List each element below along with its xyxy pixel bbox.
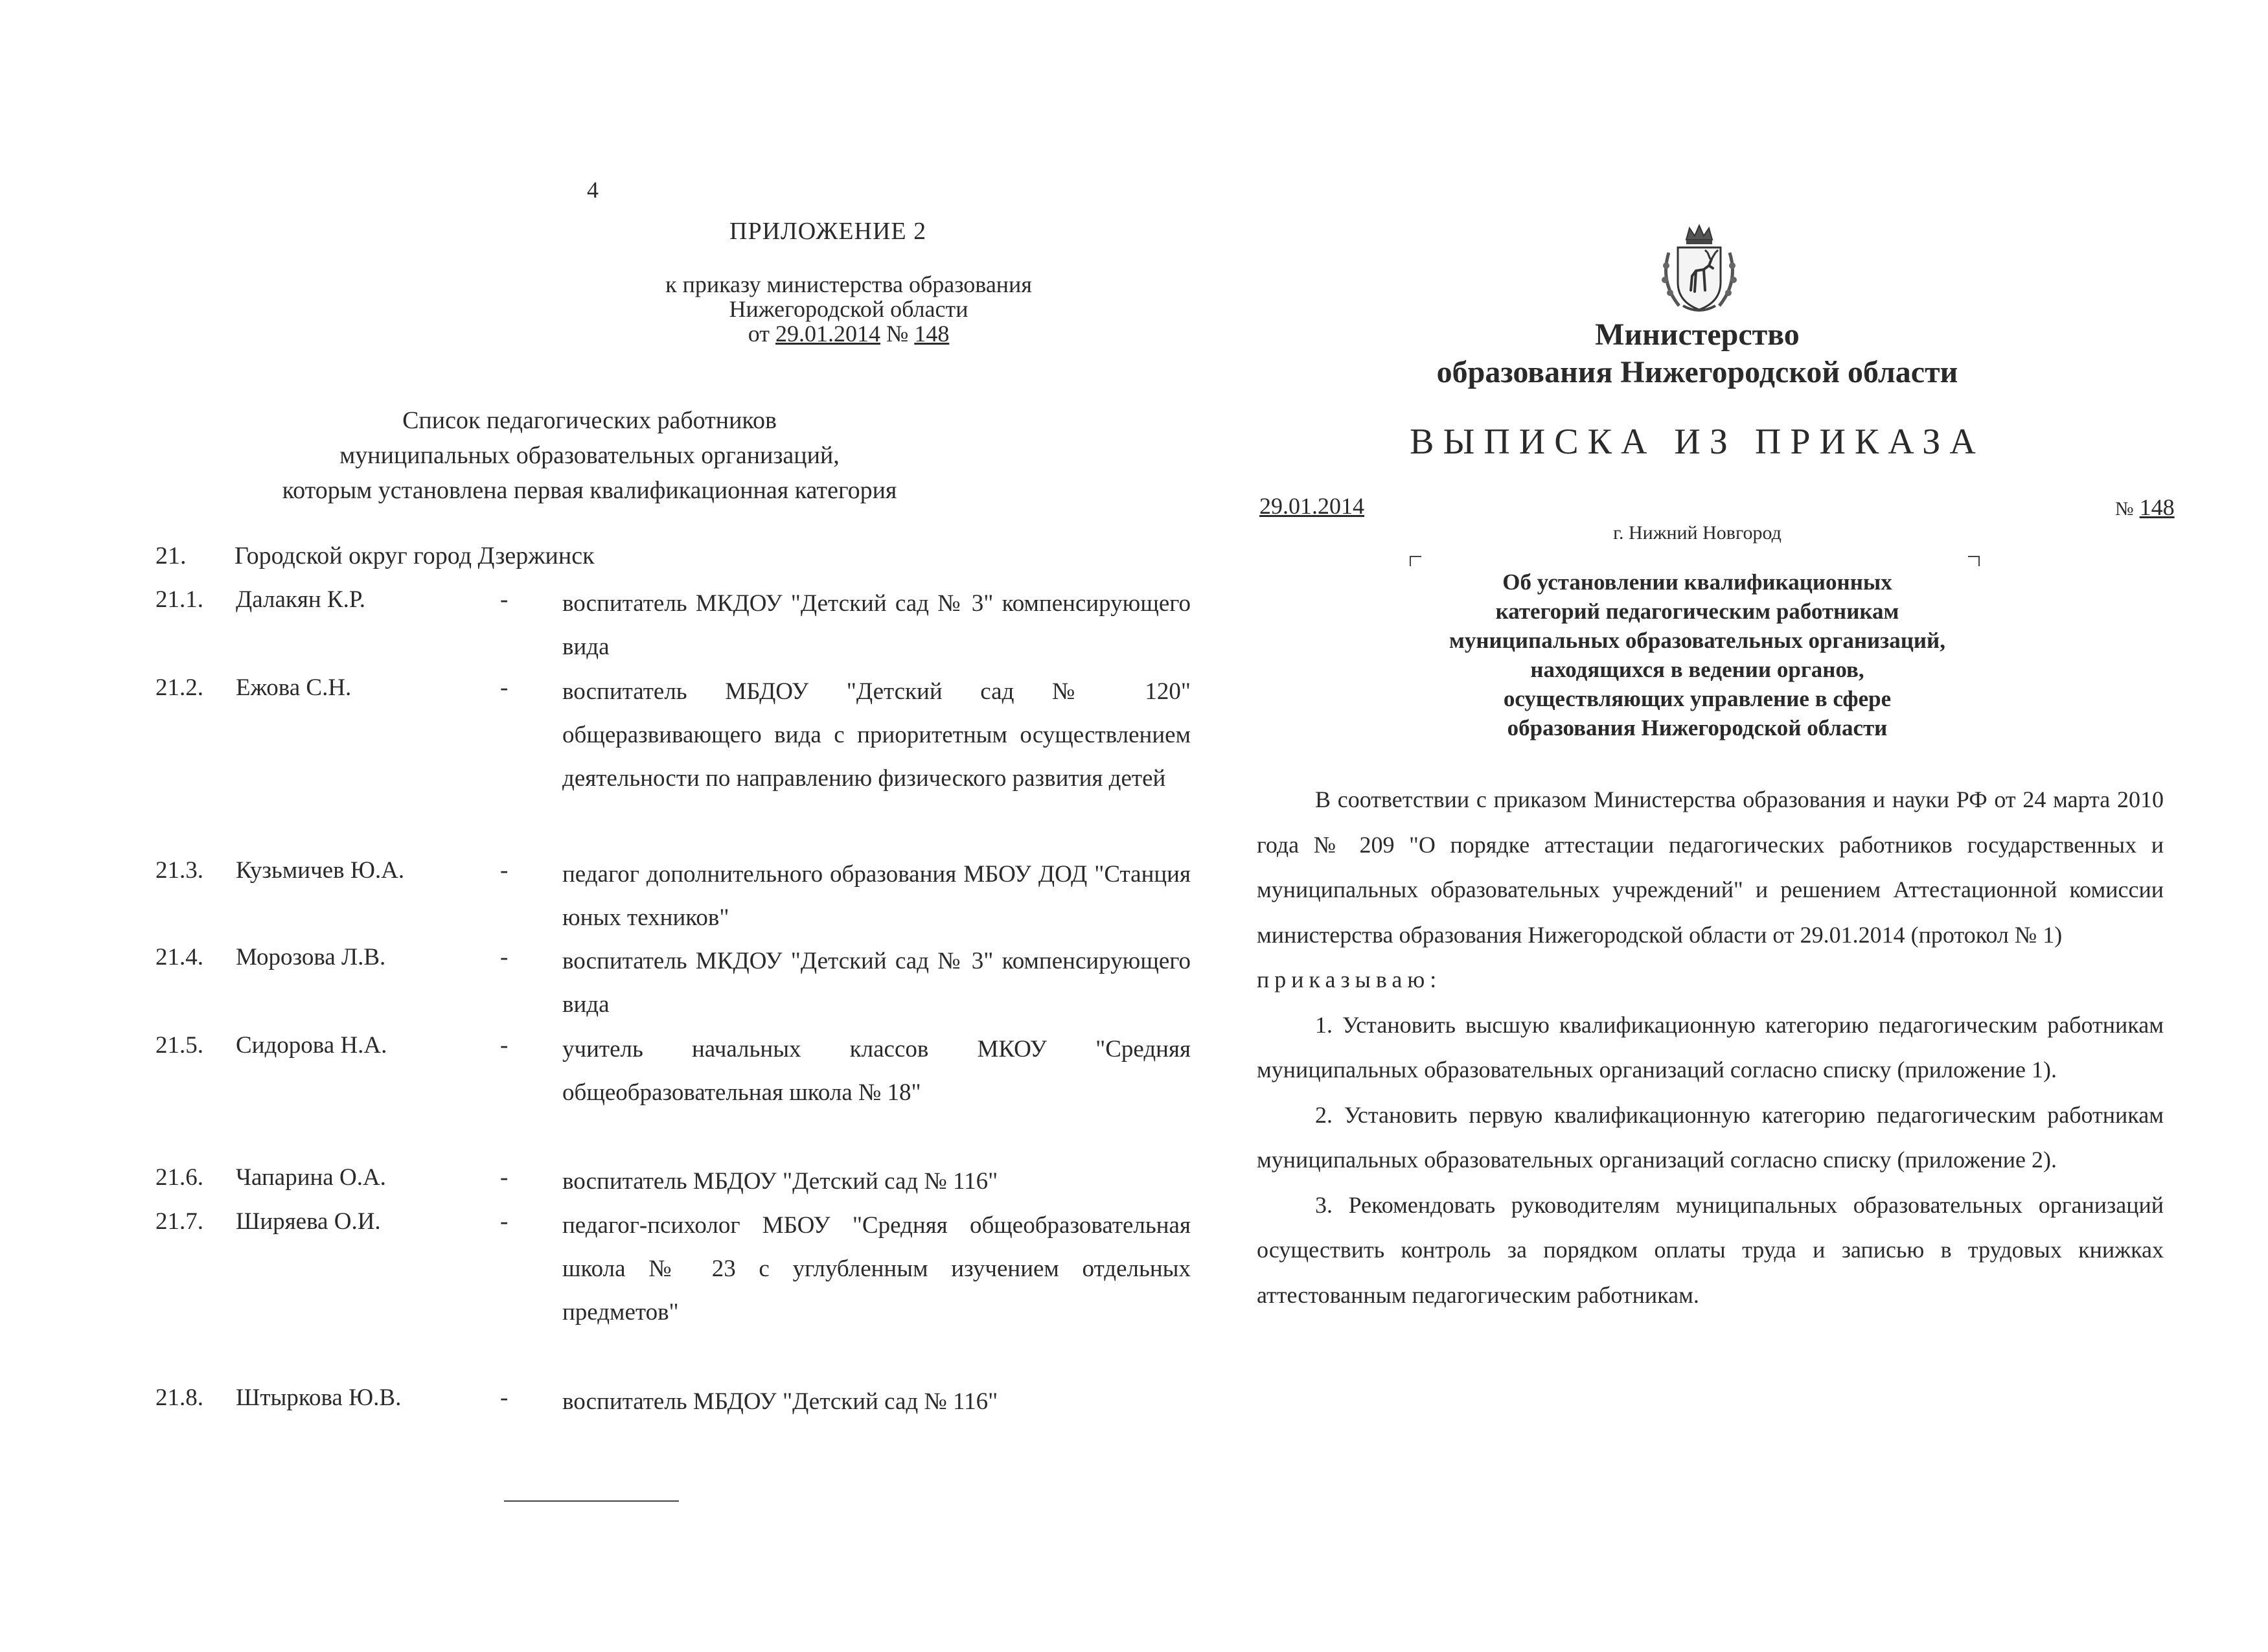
entry-name: Чапарина О.А. [236, 1164, 386, 1191]
entry-name: Кузьмичев Ю.А. [236, 857, 405, 884]
order-subject [1373, 568, 2021, 742]
entry-dash: - [500, 586, 509, 613]
appendix-ref-line1: к приказу министерства образования [665, 271, 1032, 297]
entry-name: Далакян К.Р. [236, 586, 366, 613]
entry-number: 21.5. [155, 1032, 203, 1059]
entry-dash: - [500, 944, 509, 970]
appendix-ref-no-sign: № [886, 321, 909, 347]
appendix-ref-line3 [609, 321, 1088, 346]
order-date: 29.01.2014 [1259, 493, 1364, 519]
entry-description: учитель начальных классов МКОУ "Средняя общеобразовательная школа № 18" [562, 1036, 1191, 1106]
entry-name: Штыркова Ю.В. [236, 1384, 402, 1411]
appendix-reference [609, 272, 1088, 346]
entry-description: воспитатель МКДОУ "Детский сад № 3" компенсирующего вида [562, 948, 1191, 1018]
subject-bracket-left [1410, 556, 1421, 566]
district-number: 21. [155, 542, 187, 569]
order-number-value: 148 [2139, 494, 2175, 520]
preamble: В соответствии с приказом Министерства образования и науки РФ от 24 марта 2010 года № 209 "О порядке аттестации педагогических работников государственных и муниципальных образовательных учреждений" и решением Аттестационной комиссии министерства образования Нижегородской области от 29.01.2014 (протокол № 1) [1257, 786, 2164, 948]
order-body [1257, 777, 2164, 1318]
list-title [194, 403, 985, 508]
entry-number: 21.6. [155, 1164, 203, 1191]
subject-bracket-right [1968, 556, 1980, 566]
ministry-line1: Министерство [1595, 317, 1800, 352]
appendix-ref-number: 148 [914, 321, 950, 347]
entry-number: 21.4. [155, 944, 203, 970]
entry-dash: - [500, 1032, 509, 1059]
appendix-ref-line2: Нижегородской области [729, 296, 968, 322]
ministry-name [1386, 316, 2008, 391]
order-item-1: 1. Установить высшую квалификационную категорию педагогическим работникам муниципальных образовательных организаций согласно списку (приложение 1). [1257, 1011, 2164, 1083]
list-title-line: Список педагогических работников [402, 407, 777, 434]
appendix-ref-prefix: от [748, 321, 770, 347]
entry-number: 21.8. [155, 1384, 203, 1411]
entry-description: педагог дополнительного образования МБОУ ДОД "Станция юных техников" [562, 861, 1191, 931]
order-item-3: 3. Рекомендовать руководителям муниципальных образовательных организаций осуществить контроль за порядком оплаты труда и записью в трудовых книжках аттестованным педагогическим работникам. [1257, 1191, 2164, 1308]
appendix-title: ПРИЛОЖЕНИЕ 2 [729, 218, 927, 245]
order-number-sign: № [2115, 498, 2134, 520]
subject-line: осуществляющих управление в сфере [1503, 686, 1892, 711]
list-title-line: муниципальных образовательных организаций, [339, 442, 840, 469]
entry-number: 21.1. [155, 586, 203, 613]
subject-line: находящихся в ведении органов, [1530, 657, 1864, 682]
coat-of-arms-icon [1651, 220, 1748, 317]
order-item-2: 2. Установить первую квалификационную категорию педагогическим работникам муниципальных образовательных организаций согласно списку (приложение 2). [1257, 1101, 2164, 1173]
entry-name: Ширяева О.И. [236, 1208, 381, 1235]
city: г. Нижний Новгород [1613, 522, 1781, 544]
subject-line: категорий педагогическим работникам [1495, 599, 1899, 624]
appendix-ref-date: 29.01.2014 [775, 321, 880, 347]
entry-dash: - [500, 1208, 509, 1235]
ministry-line2: образования Нижегородской области [1436, 355, 1958, 389]
entry-dash: - [500, 1384, 509, 1411]
page-number: 4 [587, 177, 599, 203]
entry-description: педагог-психолог МБОУ "Средняя общеобразовательная школа № 23 с углубленным изучением отдельных предметов" [562, 1212, 1191, 1325]
list-title-line: которым установлена первая квалификационная категория [282, 477, 897, 504]
entry-number: 21.2. [155, 674, 203, 701]
district-heading [155, 542, 595, 570]
entry-dash: - [500, 857, 509, 884]
entry-number: 21.7. [155, 1208, 203, 1235]
order-word: приказываю: [1257, 967, 1442, 992]
entry-description: воспитатель МБДОУ "Детский сад № 116" [562, 1388, 998, 1415]
document-type: ВЫПИСКА ИЗ ПРИКАЗА [1410, 422, 1985, 462]
entry-name: Морозова Л.В. [236, 944, 386, 970]
subject-line: образования Нижегородской области [1507, 715, 1888, 740]
entry-dash: - [500, 1164, 509, 1191]
entry-name: Ежова С.Н. [236, 674, 352, 701]
district-name: Городской округ город Дзержинск [235, 542, 595, 569]
entry-description: воспитатель МБДОУ "Детский сад № 116" [562, 1168, 998, 1195]
entry-dash: - [500, 674, 509, 701]
entry-name: Сидорова Н.А. [236, 1032, 387, 1059]
entry-description: воспитатель МБДОУ "Детский сад № 120" общеразвивающего вида с приоритетным осуществлением деятельности по направлению физического развития детей [562, 678, 1191, 792]
entry-description: воспитатель МКДОУ "Детский сад № 3" компенсирующего вида [562, 590, 1191, 660]
signature-line [504, 1500, 679, 1502]
subject-line: муниципальных образовательных организаций, [1449, 628, 1945, 653]
order-number [2115, 494, 2175, 521]
entry-number: 21.3. [155, 857, 203, 884]
subject-line: Об установлении квалификационных [1502, 569, 1892, 595]
